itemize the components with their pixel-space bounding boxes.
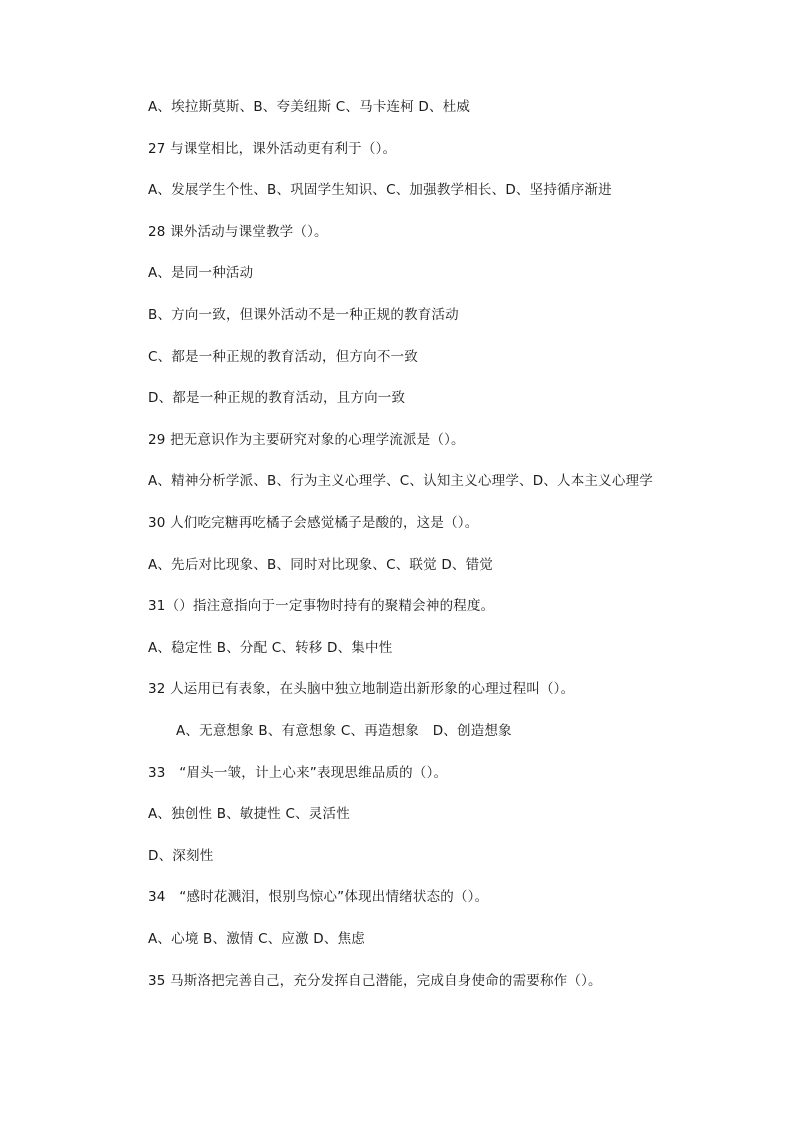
q30-options: A、先后对比现象、B、同时对比现象、C、联觉 D、错觉 (148, 557, 494, 573)
q29-options: A、精神分析学派、B、行为主义心理学、C、认知主义心理学、D、人本主义心理学 (148, 473, 653, 489)
q34-question: 34 “感时花溅泪，恨别鸟惊心”体现出情绪状态的（）。 (148, 889, 489, 905)
q27-question: 27 与课堂相比，课外活动更有利于（）。 (148, 141, 397, 157)
q28-option-b: B、方向一致，但课外活动不是一种正规的教育活动 (148, 307, 459, 323)
q28-question: 28 课外活动与课堂教学（）。 (148, 224, 328, 240)
q29-question: 29 把无意识作为主要研究对象的心理学流派是（）。 (148, 432, 465, 448)
q34-options: A、心境 B、激情 C、应激 D、焦虑 (148, 931, 365, 947)
q28-option-c: C、都是一种正规的教育活动，但方向不一致 (148, 349, 418, 365)
q33-option-d: D、深刻性 (148, 848, 214, 864)
q35-question: 35 马斯洛把完善自己，充分发挥自己潜能，完成自身使命的需要称作（）。 (148, 973, 602, 989)
q31-options: A、稳定性 B、分配 C、转移 D、集中性 (148, 640, 393, 656)
q32-question: 32 人运用已有表象，在头脑中独立地制造出新形象的心理过程叫（）。 (148, 681, 575, 697)
q30-question: 30 人们吃完糖再吃橘子会感觉橘子是酸的，这是（）。 (148, 515, 479, 531)
q33-options-abc: A、独创性 B、敏捷性 C、灵活性 (148, 806, 350, 822)
q28-option-a: A、是同一种活动 (148, 265, 254, 281)
q33-question: 33 “眉头一皱，计上心来”表现思维品质的（）。 (148, 765, 448, 781)
q32-options: A、无意想象 B、有意想象 C、再造想象 D、创造想象 (176, 723, 512, 739)
q27-options: A、发展学生个性、B、巩固学生知识、C、加强教学相长、D、坚持循序渐进 (148, 182, 612, 198)
q28-option-d: D、都是一种正规的教育活动，且方向一致 (148, 390, 406, 406)
q31-question: 31（）指注意指向于一定事物时持有的聚精会神的程度。 (148, 598, 495, 614)
q26-options: A、埃拉斯莫斯、B、夸美纽斯 C、马卡连柯 D、杜威 (148, 99, 471, 115)
